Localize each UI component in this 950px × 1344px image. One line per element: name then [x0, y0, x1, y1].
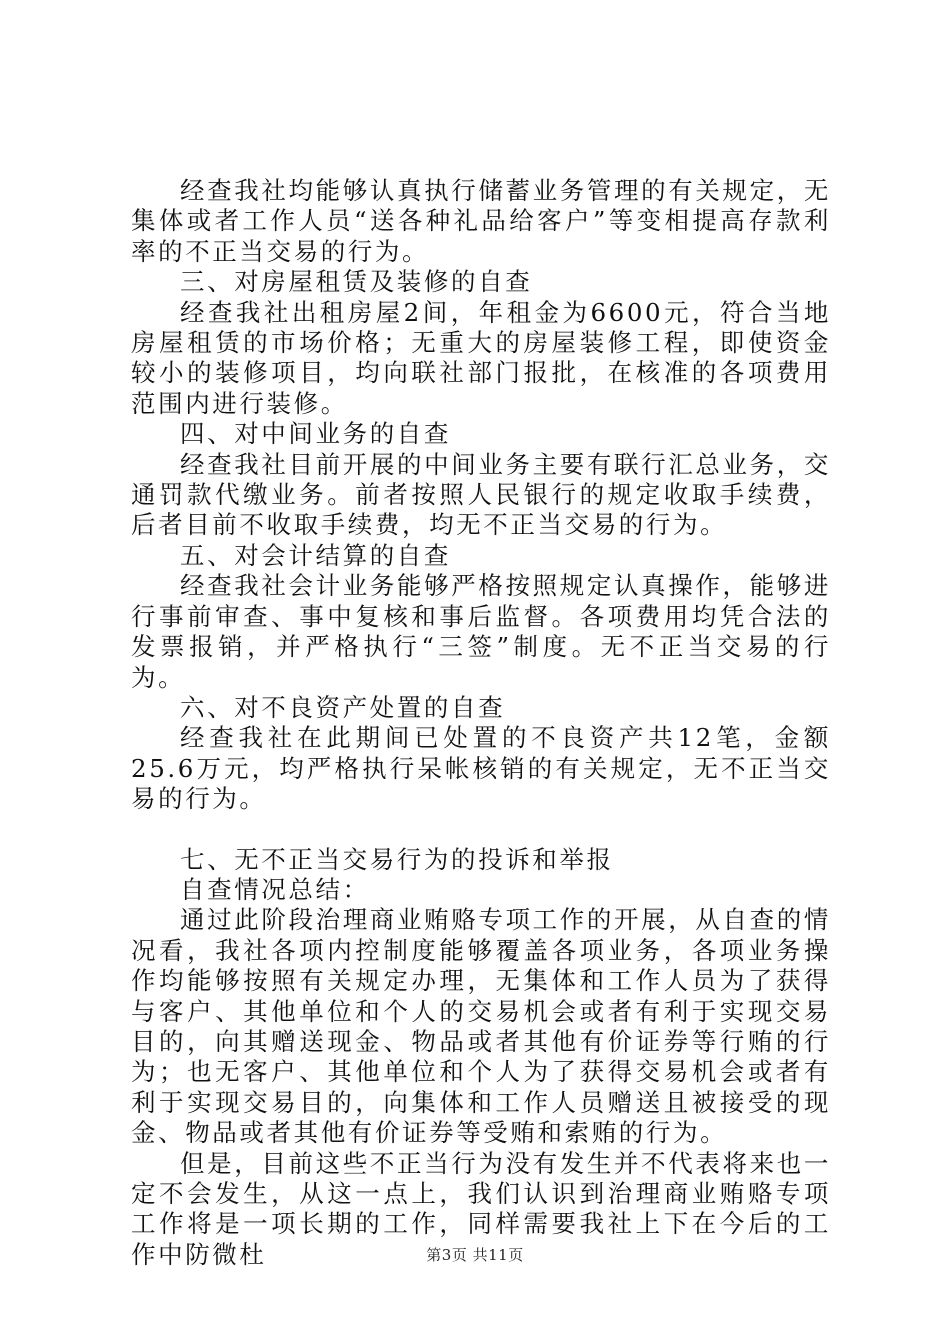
paragraph-outlook: 但是，目前这些不正当行为没有发生并不代表将来也一定不会发生，从这一点上，我们认识到治理商业贿赂专项工作将是一项长期的工作，同样需要我社上下在今后的工作中防微杜: [131, 1148, 831, 1269]
document-body: [131, 176, 831, 1270]
paragraph-summary: 通过此阶段治理商业贿赂专项工作的开展，从自查的情况看，我社各项内控制度能够覆盖各项业务，各项业务操作均能够按照有关规定办理，无集体和工作人员为了获得与客户、其他单位和个人的交易机会或者有利于实现交易目的，向其赠送现金、物品或者其他有价证券等行贿的行为；也无客户、其他单位和个人为了获得交易机会或者有利于实现交易目的，向集体和工作人员赠送且被接受的现金、物品或者其他有价证券等受贿和索贿的行为。: [131, 905, 831, 1148]
heading-bad-assets: 六、对不良资产处置的自查: [180, 692, 506, 722]
heading-housing-lease: 三、对房屋租赁及装修的自查: [180, 267, 533, 297]
heading-complaints: 七、无不正当交易行为的投诉和举报: [180, 844, 614, 874]
paragraph-bad-assets: 经查我社在此期间已处置的不良资产共12笔，金额25.6万元，均严格执行呆帐核销的有关规定，无不正当交易的行为。: [131, 723, 831, 814]
heading-summary: 自查情况总结：: [180, 874, 370, 904]
paragraph-accounting-settlement: 经查我社会计业务能够严格按照规定认真操作，能够进行事前审查、事中复核和事后监督。各项费用均凭合法的发票报销，并严格执行“三签”制度。无不正当交易的行为。: [131, 571, 831, 692]
heading-intermediary-business: 四、对中间业务的自查: [180, 419, 451, 449]
paragraph-savings-check: 经查我社均能够认真执行储蓄业务管理的有关规定，无集体或者工作人员“送各种礼品给客户”等变相提高存款利率的不正当交易的行为。: [131, 176, 831, 266]
paragraph-housing-lease: 经查我社出租房屋2间，年租金为6600元，符合当地房屋租赁的市场价格；无重大的房屋装修工程，即使资金较小的装修项目，均向联社部门报批，在核准的各项费用范围内进行装修。: [131, 297, 831, 418]
page-number-footer: 第3页 共11页: [426, 1246, 524, 1264]
heading-accounting-settlement: 五、对会计结算的自查: [180, 540, 451, 570]
paragraph-intermediary-business: 经查我社目前开展的中间业务主要有联行汇总业务，交通罚款代缴业务。前者按照人民银行的规定收取手续费，后者目前不收取手续费，均无不正当交易的行为。: [131, 449, 831, 540]
